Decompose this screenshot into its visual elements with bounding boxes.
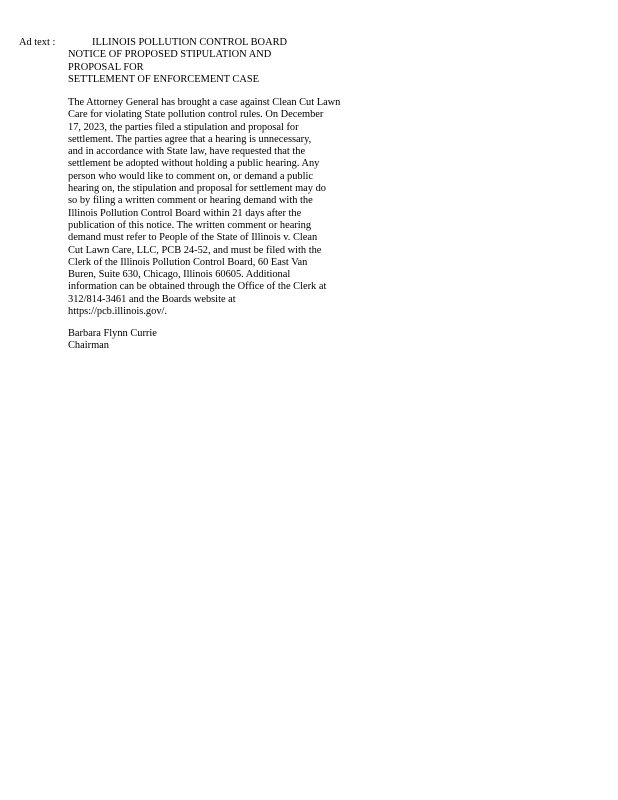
header-line: SETTLEMENT OF ENFORCEMENT CASE: [68, 73, 259, 85]
body-line: Cut Lawn Care, LLC, PCB 24-52, and must be filed with the: [68, 244, 322, 256]
signature-block: [68, 328, 268, 353]
body-line: hearing on, the stipulation and proposal for settlement may do: [68, 183, 326, 195]
signatory-name: Barbara Flynn Currie: [68, 328, 157, 339]
body-line: so by filing a written comment or hearing demand with the: [68, 195, 313, 207]
notice-header: [68, 37, 348, 86]
body-line: Illinois Pollution Control Board within 21 days after the: [68, 207, 302, 219]
body-line: Buren, Suite 630, Chicago, Illinois 60605. Additional: [68, 269, 291, 281]
body-line: Clerk of the Illinois Pollution Control Board, 60 East Van: [68, 256, 308, 268]
body-line: information can be obtained through the Office of the Clerk at: [68, 281, 327, 293]
body-line: demand must refer to People of the State of Illinois v. Clean: [68, 232, 318, 244]
header-line: NOTICE OF PROPOSED STIPULATION AND: [68, 49, 272, 61]
header-line: ILLINOIS POLLUTION CONTROL BOARD: [92, 37, 288, 48]
body-line: settlement be adopted without holding a public hearing. Any: [68, 158, 320, 170]
body-line: https://pcb.illinois.gov/.: [68, 306, 168, 318]
header-line: PROPOSAL FOR: [68, 61, 144, 73]
body-line: and in accordance with State law, have requested that the: [68, 146, 306, 158]
ad-text-label: Ad text :: [19, 37, 56, 48]
body-line: The Attorney General has brought a case against Clean Cut Lawn: [68, 97, 341, 108]
body-line: Care for violating State pollution control rules. On December: [68, 109, 324, 121]
body-line: settlement. The parties agree that a hearing is unnecessary,: [68, 133, 312, 145]
signatory-title: Chairman: [68, 340, 109, 352]
body-line: person who would like to comment on, or demand a public: [68, 170, 313, 182]
body-line: 17, 2023, the parties filed a stipulation and proposal for: [68, 121, 299, 133]
body-line: publication of this notice. The written comment or hearing: [68, 219, 312, 231]
notice-body: [68, 97, 341, 318]
body-line: 312/814-3461 and the Boards website at: [68, 293, 236, 305]
